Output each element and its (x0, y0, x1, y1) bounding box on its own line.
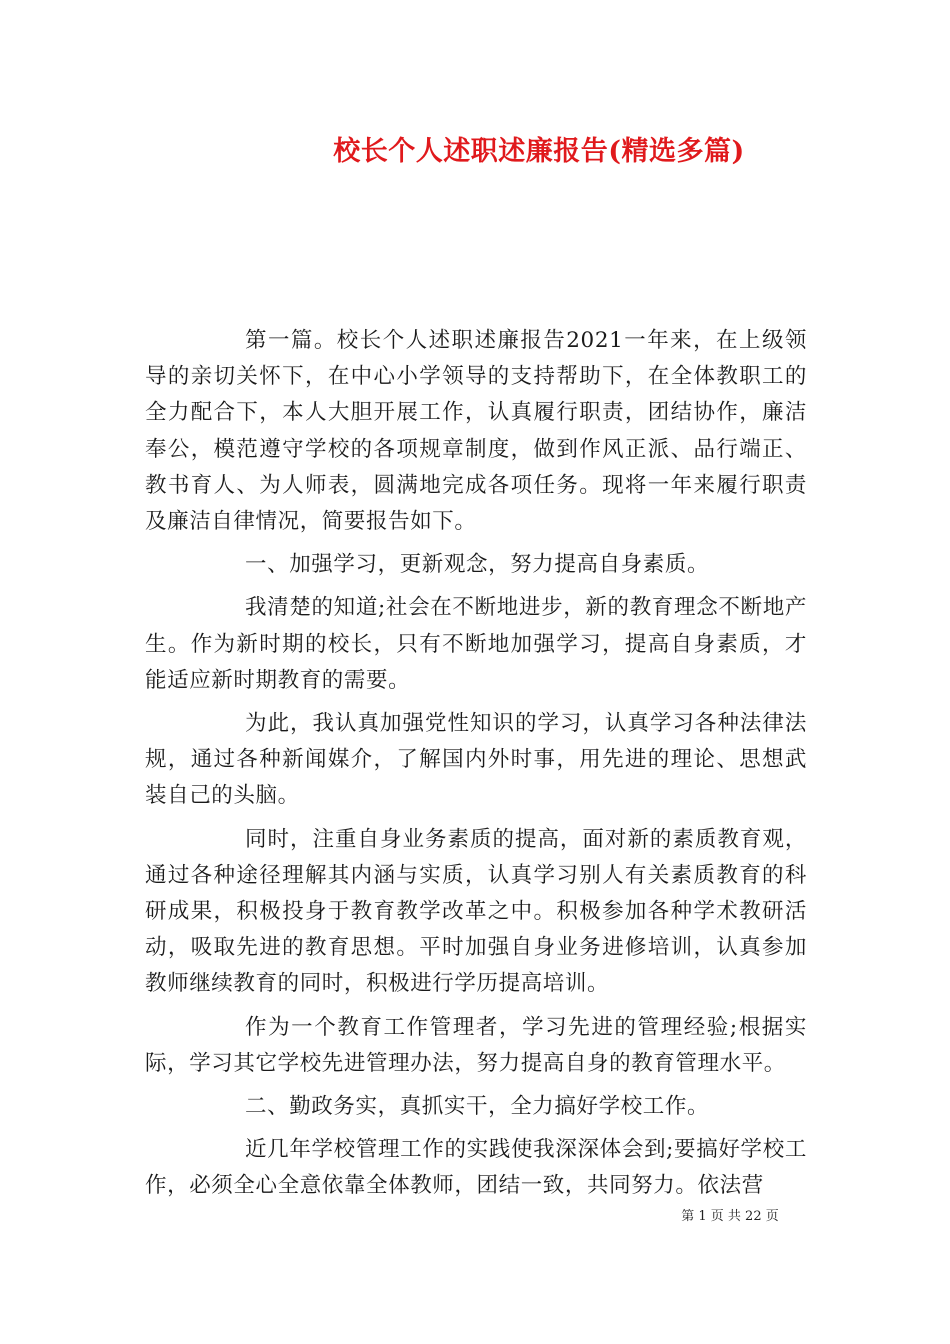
page-number: 第 1 页 共 22 页 (681, 1209, 779, 1224)
paragraph: 同时，注重自身业务素质的提高，面对新的素质教育观，通过各种途径理解其内涵与实质，认真学习别人有关素质教育的科研成果，积极投身于教育教学改革之中。积极参加各种学术教研活动，吸取先进的教育思想。平时加强自身业务进修培训，认真参加教师继续教育的同时，积极进行学历提高培训。 (145, 826, 807, 997)
paragraph: 作为一个教育工作管理者，学习先进的管理经验;根据实际，学习其它学校先进管理办法，努力提高自身的教育管理水平。 (145, 1014, 807, 1076)
paragraph: 近几年学校管理工作的实践使我深深体会到;要搞好学校工作，必须全心全意依靠全体教师，团结一致，共同努力。依法营 (145, 1137, 807, 1199)
document-body (145, 323, 807, 1205)
paragraph: 为此，我认真加强党性知识的学习，认真学习各种法律法规，通过各种新闻媒介，了解国内外时事，用先进的理论、思想武装自己的头脑。 (145, 711, 807, 809)
section-heading-1: 一、加强学习，更新观念，努力提高自身素质。 (245, 552, 710, 578)
section-heading-2: 二、勤政务实，真抓实干，全力搞好学校工作。 (245, 1094, 710, 1120)
document-title: 校长个人述职述廉报告(精选多篇) (333, 136, 745, 167)
paragraph-intro: 第一篇。校长个人述职述廉报告2021一年来，在上级领导的亲切关怀下，在中心小学领导的支持帮助下，在全体教职工的全力配合下，本人大胆开展工作，认真履行职责，团结协作，廉洁奉公，模范遵守学校的各项规章制度，做到作风正派、品行端正、教书育人、为人师表，圆满地完成各项任务。现将一年来履行职责及廉洁自律情况，简要报告如下。 (145, 328, 807, 535)
paragraph: 我清楚的知道;社会在不断地进步，新的教育理念不断地产生。作为新时期的校长，只有不断地加强学习，提高自身素质，才能适应新时期教育的需要。 (145, 595, 807, 693)
